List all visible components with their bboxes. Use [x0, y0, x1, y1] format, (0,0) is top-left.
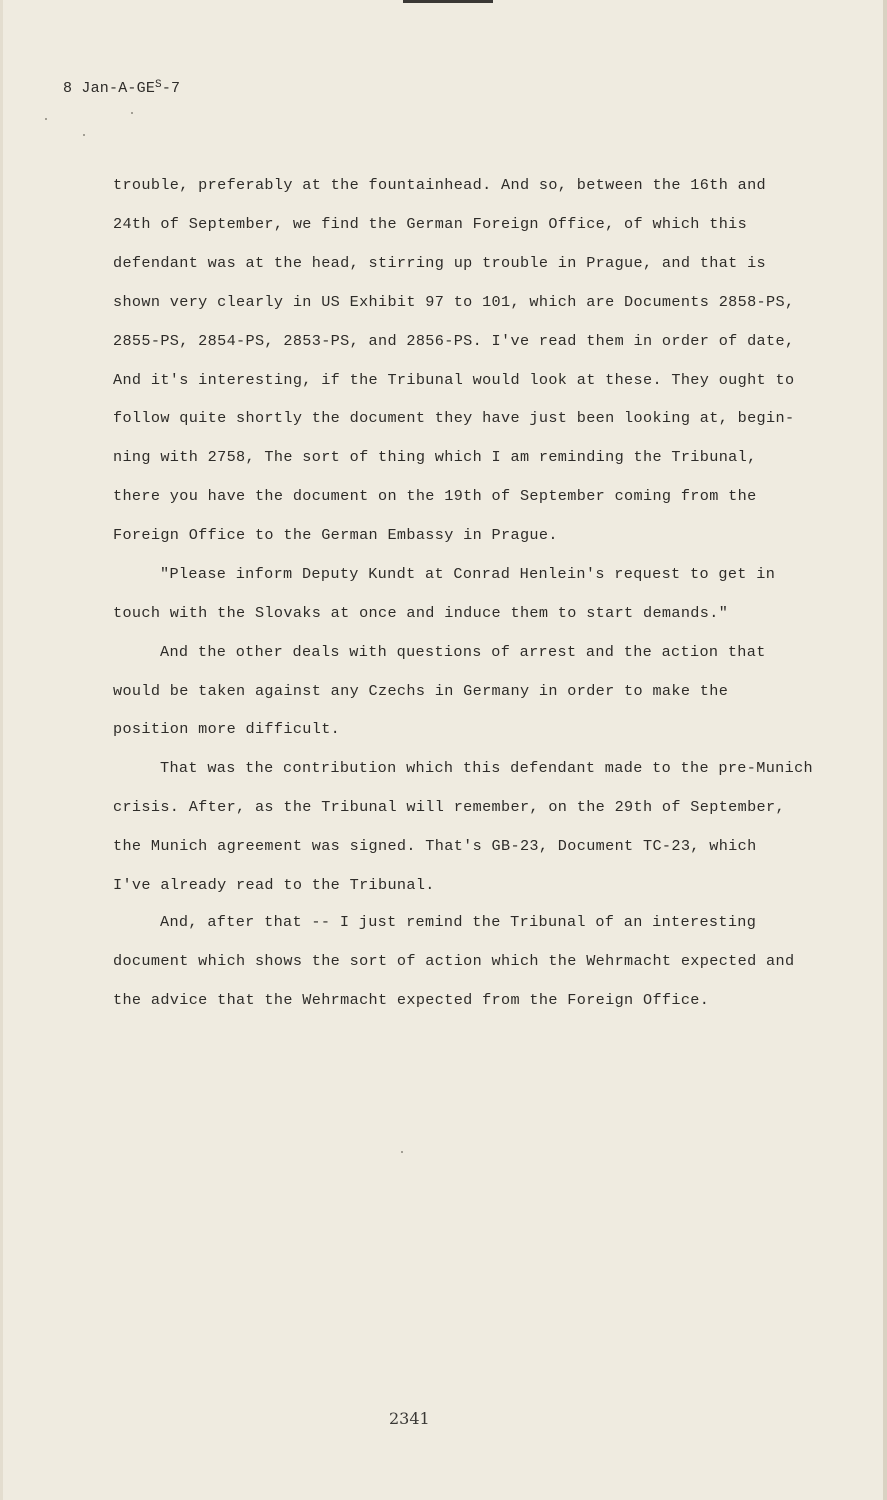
text-line: the advice that the Wehrmacht expected from the Foreign Office.: [113, 991, 710, 1009]
header-suffix: -7: [161, 80, 181, 97]
text-line: ning with 2758, The sort of thing which I am reminding the Tribunal,: [113, 448, 757, 466]
text-line: defendant was at the head, stirring up trouble in Prague, and that is: [113, 254, 767, 272]
text-line: And, after that -- I just remind the Tribunal of an interesting: [160, 913, 757, 931]
text-line: document which shows the sort of action which the Wehrmacht expected and: [113, 952, 795, 970]
page-header: [63, 79, 180, 97]
text-line: would be taken against any Czechs in Germany in order to make the: [113, 682, 729, 700]
text-line: I've already read to the Tribunal.: [113, 876, 435, 894]
text-line: there you have the document on the 19th of September coming from the: [113, 487, 757, 505]
paper-speck: [83, 134, 85, 136]
header-code: Jan-A-GE: [81, 80, 156, 97]
text-line: the Munich agreement was signed. That's GB-23, Document TC-23, which: [113, 837, 757, 855]
top-edge-mark: [403, 0, 493, 3]
text-line: And it's interesting, if the Tribunal would look at these. They ought to: [113, 371, 795, 389]
text-line: shown very clearly in US Exhibit 97 to 101, which are Documents 2858-PS,: [113, 293, 795, 311]
text-line: 24th of September, we find the German Foreign Office, of which this: [113, 215, 748, 233]
text-line: That was the contribution which this defendant made to the pre-Munich: [160, 759, 814, 777]
quote-line: "Please inform Deputy Kundt at Conrad Henlein's request to get in: [160, 565, 776, 583]
paper-speck: [401, 1151, 403, 1153]
text-line: 2855-PS, 2854-PS, 2853-PS, and 2856-PS. I've read them in order of date,: [113, 332, 795, 350]
header-superscript: S: [155, 79, 162, 91]
paper-speck: [45, 118, 47, 120]
quote-line: touch with the Slovaks at once and induce them to start demands.": [113, 604, 729, 622]
text-line: follow quite shortly the document they have just been looking at, begin-: [113, 409, 795, 427]
text-line: trouble, preferably at the fountainhead. And so, between the 16th and: [113, 176, 767, 194]
page-number: 2341: [389, 1409, 430, 1428]
text-line: Foreign Office to the German Embassy in Prague.: [113, 526, 558, 544]
paper-speck: [131, 112, 133, 114]
text-line: position more difficult.: [113, 720, 341, 738]
header-page-prefix: 8: [63, 80, 73, 97]
text-line: crisis. After, as the Tribunal will remember, on the 29th of September,: [113, 798, 785, 816]
text-line: And the other deals with questions of arrest and the action that: [160, 643, 766, 661]
